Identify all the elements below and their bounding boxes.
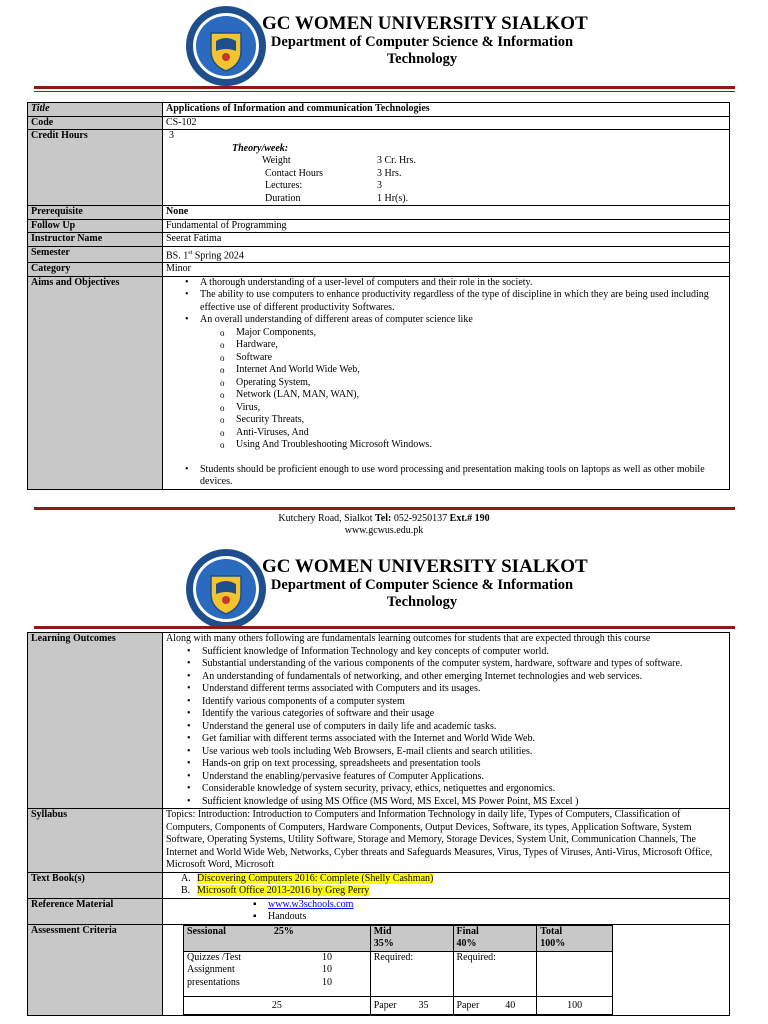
footer-website: www.gcwus.edu.pk [344,525,424,536]
list-item: • Use various web tools including Web Browsers, E-mail clients and search utilities. [202,746,726,759]
list-item: • An understanding of fundamentals of networking, and other emerging Internet technologies and web services. [202,671,726,684]
list-item: • The ability to use computers to enhance productivity regardless of the type of discipline in which they are being used including effective use of different productivity Softwares. [200,289,726,314]
university-seal-icon [185,5,267,87]
learning-outcomes-label: Learning Outcomes [28,633,163,809]
table-row [28,633,730,809]
instructor-value: Seerat Fatima [163,233,730,247]
syllabus-text: Topics: Introduction: Introduction to Computers and Information Technology in daily life, Types of Computers, Classification of Computers, Components of Computers, Hardware Components, Output Devices, Software, its types, Application Software, System Software, Operating Systems, Utility Software, Storage and Memory, Storage Devices, System Unit, Communication Channels, The Internet and World Wide Web, Networks, Cyber threats and Safeguards Measures, Virus, Types of Viruses, Anti-Virus, Microsoft Office, Microsoft Word, Microsoft [163,809,730,873]
final-header: Final 40% [453,925,537,951]
theory-row: Lectures: 3 [265,180,382,191]
instructor-label: Instructor Name [28,233,163,247]
course-details-table [27,632,730,1016]
theory-row: Duration 1 Hr(s). [265,192,409,204]
list-item: o Internet And World Wide Web, [236,364,726,377]
semester-value: BS. 1st Spring 2024 [163,246,730,263]
grand-total: 100 [537,996,613,1014]
lo-intro: Along with many others following are fundamentals learning outcomes for students that are expected through this course [166,633,651,644]
theory-heading: Theory/week: [232,142,289,154]
table-row [28,263,730,277]
header-rule [34,86,735,89]
lo-list [166,646,726,809]
table-row [28,206,730,220]
w3schools-link[interactable]: www.w3schools.com [268,898,354,910]
list-item: o Software [236,352,726,365]
table-row [28,219,730,233]
page-header-1 [0,0,768,90]
prereq-value: None [163,206,730,220]
final-paper: Paper 40 [453,996,537,1014]
final-required: Required: [453,951,537,996]
list-item: • Get familiar with different terms associated with the Internet and World Wide Web. [202,733,726,746]
aims-cell [163,276,730,489]
sessional-row: Assignment 10 [187,964,332,975]
table-row [28,116,730,130]
list-item: o Major Components, [236,327,726,340]
learning-outcomes-cell [163,633,730,809]
sessional-row: presentations 10 [187,976,332,988]
theory-list [166,155,726,205]
credit-value: 3 [169,130,174,141]
list-item: o Virus, [236,402,726,415]
table-row [28,233,730,247]
table-row [28,898,730,924]
footer-address-line: Kutchery Road, Sialkot Tel: 052-9250137 Ext.# 190 [278,513,490,524]
table-row [28,130,730,206]
sessional-header: Sessional 25% [184,925,371,951]
reference-label: Reference Material [28,898,163,924]
mid-header: Mid 35% [370,925,453,951]
code-label: Code [28,116,163,130]
list-item: • An overall understanding of different areas of computer science like [200,314,726,327]
list-item: • A thorough understanding of a user-level of computers and their role in the society. [200,277,726,290]
university-name: GC WOMEN UNIVERSITY SIALKOT [262,556,588,577]
list-item: o Operating System, [236,377,726,390]
university-name: GC WOMEN UNIVERSITY SIALKOT [262,13,588,34]
course-code: CS-102 [163,116,730,130]
mid-required: Required: [370,951,453,996]
reference-cell [163,898,730,924]
table-row [28,872,730,898]
sessional-items [184,951,371,996]
reference-list [166,899,726,924]
assessment-cell [163,924,730,1015]
follow-value: Fundamental of Programming [163,219,730,233]
course-info-table [27,102,730,490]
list-item: • Considerable knowledge of system security, privacy, ethics, netiquettes and ergonomics. [202,783,726,796]
list-item: o Using And Troubleshooting Microsoft Windows. [236,439,726,452]
page-header-2 [0,543,768,633]
list-item: o Security Threats, [236,414,726,427]
list-item: o Hardware, [236,339,726,352]
department-name: Department of Computer Science & Information Technology [270,34,574,67]
table-row [184,925,613,951]
list-item: • Identify various components of a computer system [202,696,726,709]
credit-label: Credit Hours [28,130,163,206]
total-header: Total 100% [537,925,613,951]
syllabus-label: Syllabus [28,809,163,873]
table-row [28,246,730,263]
aims-list [166,277,726,327]
category-value: Minor [163,263,730,277]
textbook-item: A. Discovering Computers 2016: Complete (Shelly Cashman) [181,872,434,884]
sessional-total: 25 [184,996,371,1014]
list-item: ▪ Handouts [268,911,726,924]
list-item [268,899,726,912]
textbook-cell [163,872,730,898]
table-row [28,809,730,873]
header-rule-thin [34,91,735,92]
aims-last-list [166,464,726,489]
textbook-label: Text Book(s) [28,872,163,898]
list-item: • Sufficient knowledge of Information Technology and key concepts of computer world. [202,646,726,659]
footer-rule [34,507,735,510]
department-name: Department of Computer Science & Information Technology [270,577,574,610]
total-empty [537,951,613,996]
list-item: • Identify the various categories of software and their usage [202,708,726,721]
list-item: • Students should be proficient enough to use word processing and presentation making tools on laptops as well as other mobile devices. [200,464,726,489]
list-item: • Understand the general use of computers in daily life and academic tasks. [202,721,726,734]
mid-paper: Paper 35 [370,996,453,1014]
table-row [28,103,730,117]
list-item: • Hands-on grip on text processing, spreadsheets and presentation tools [202,758,726,771]
table-row [184,951,613,996]
category-label: Category [28,263,163,277]
list-item: o Network (LAN, MAN, WAN), [236,389,726,402]
header-rule [34,626,735,629]
semester-label: Semester [28,246,163,263]
prereq-label: Prerequisite [28,206,163,220]
theory-row: Contact Hours 3 Hrs. [265,167,402,179]
title-label: Title [28,103,163,117]
list-item: o Anti-Viruses, And [236,427,726,440]
follow-label: Follow Up [28,219,163,233]
aims-sub-list [166,327,726,452]
sessional-row: Quizzes /Test 10 [187,951,332,963]
assessment-table [183,925,613,1015]
list-item: • Understand different terms associated with Computers and its usages. [202,683,726,696]
theory-row: Weight 3 Cr. Hrs. [262,155,416,166]
table-row [184,996,613,1014]
credit-cell [163,130,730,206]
textbook-item: B. Microsoft Office 2013-2016 by Greg Perry [181,885,370,896]
list-item: • Sufficient knowledge of using MS Office (MS Word, MS Excel, MS Power Point, MS Excel ) [202,796,726,809]
table-row [28,924,730,1015]
course-title: Applications of Information and communication Technologies [163,103,730,117]
university-seal-icon [185,548,267,630]
aims-label: Aims and Objectives [28,276,163,489]
list-item: • Understand the enabling/pervasive features of Computer Applications. [202,771,726,784]
list-item: • Substantial understanding of the various components of the computer system, hardware, software and types of software. [202,658,726,671]
table-row [28,276,730,489]
page-footer [0,513,768,537]
assessment-label: Assessment Criteria [28,924,163,1015]
